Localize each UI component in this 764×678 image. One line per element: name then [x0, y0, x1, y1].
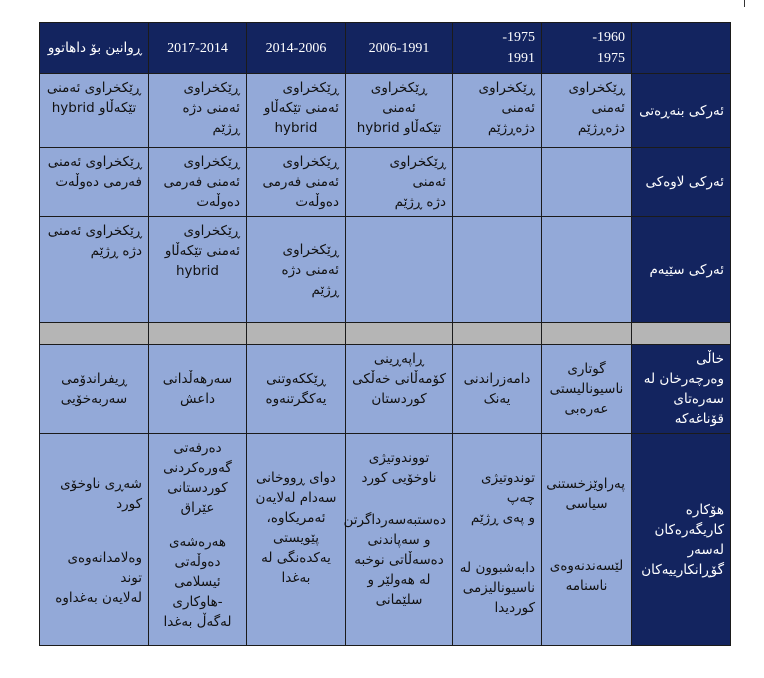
cell-r3-2006-2014	[247, 345, 346, 434]
cell-line: ئەمریکاوە،	[266, 510, 326, 526]
cell-line: عێراق	[180, 500, 215, 516]
cell-r2-1991-2006	[346, 217, 453, 323]
cell-line: یەکگرتنەوە	[265, 391, 327, 407]
cell-line: سەرهەڵدانی	[162, 371, 233, 387]
comparison-table	[39, 22, 731, 646]
header-1960-1975	[542, 23, 632, 74]
separator-cell	[247, 323, 346, 345]
cell-r3-future	[40, 345, 149, 434]
cell-line: hybrid	[176, 263, 219, 279]
cell-line: بەغدا	[281, 570, 311, 586]
cell-line: تێکەڵاو hybrid	[51, 100, 137, 116]
cell-r2-1975-1991	[453, 217, 542, 323]
cell-r3-1975-1991	[453, 345, 542, 434]
cell-r3-1960-1975	[542, 345, 632, 434]
cell-line: تووندوتیژی	[368, 450, 430, 466]
paragraph-gap	[155, 518, 240, 532]
cell-line: ڕێکخراوی	[282, 241, 339, 258]
row-label-turning-point: خاڵی وەرچەرخان لە سەرەتای قۆناغەکە	[632, 345, 731, 434]
cell-line: ئەمنی	[591, 100, 625, 116]
header-corner	[632, 23, 731, 74]
cell-line: عەرەبی	[564, 401, 609, 417]
cell-r2-future	[40, 217, 149, 323]
cell-line: دامەزراندنی	[463, 371, 531, 387]
cell-line: hybrid	[274, 120, 318, 136]
cell-line: توندوتیژی چەپ	[481, 470, 535, 506]
cell-line: و پەی ڕژێم	[470, 510, 535, 526]
cell-line: دژە ڕژێم	[394, 194, 446, 210]
cell-line: ڕاپەڕینی	[373, 351, 425, 367]
paragraph-gap	[352, 488, 446, 510]
cell-line: دابەشبوون لە	[459, 560, 535, 576]
separator-cell	[453, 323, 542, 345]
paragraph-gap	[548, 514, 625, 556]
cell-line: کوردستان	[371, 391, 427, 407]
page-edge-mark	[744, 0, 745, 7]
cell-line: -هاوکاری	[172, 594, 223, 610]
cell-line: دوای ڕووخانی	[256, 470, 336, 486]
cell-line: ڕێکخراوی	[183, 80, 240, 96]
cell-r2-2006-2014	[247, 217, 346, 323]
row-primary-task	[40, 74, 731, 148]
row-turning-point	[40, 345, 731, 434]
cell-line: فەرمی دەوڵەت	[55, 174, 142, 190]
cell-line: ڕێکخراوی	[478, 80, 535, 96]
cell-line: لە هەولێر و	[367, 572, 431, 588]
cell-line: هەرەشەی	[168, 534, 227, 550]
cell-r0-1960-1975	[542, 74, 632, 148]
cell-line: و سەپاندنی	[367, 532, 431, 548]
cell-r3-1991-2006	[346, 345, 453, 434]
cell-r4-2006-2014	[247, 434, 346, 646]
cell-line: یەنک	[483, 391, 511, 407]
cell-line: دەوڵەت	[295, 194, 339, 210]
cell-r4-1975-1991	[453, 434, 542, 646]
cell-r4-1960-1975	[542, 434, 632, 646]
cell-line: ڕێککەوتنی	[266, 371, 326, 387]
header-1975-1991	[453, 23, 542, 74]
cell-line: گەورەکردنی	[163, 460, 232, 476]
cell-r1-1991-2006	[346, 148, 453, 217]
cell-line: تێکەڵاو hybrid	[356, 120, 442, 136]
cell-r0-1991-2006	[346, 74, 453, 148]
cell-r0-2014-2017	[149, 74, 247, 148]
header-row	[40, 23, 731, 74]
cell-line: گوتاری	[567, 361, 606, 377]
cell-line: ئەمنی	[501, 100, 535, 116]
cell-line: شەڕی ناوخۆی	[60, 476, 142, 492]
header-1991-2006: 2006-1991	[346, 23, 453, 74]
cell-line: لەگەڵ بەغدا	[163, 614, 232, 630]
header-future: ڕوانین بۆ داهاتوو	[40, 23, 149, 74]
cell-line: ئەمنی دژە ڕژێم	[182, 100, 240, 136]
cell-r1-2006-2014	[247, 148, 346, 217]
cell-line: دژە ڕژێم	[90, 243, 142, 259]
cell-line: دەوڵەتی	[174, 554, 221, 570]
cell-r1-future	[40, 148, 149, 217]
cell-line: ئیسلامی	[174, 574, 221, 590]
paragraph-gap	[46, 514, 142, 548]
cell-r1-2014-2017	[149, 148, 247, 217]
cell-line: ڕێکخراوی	[183, 223, 240, 239]
separator-cell	[346, 323, 453, 345]
cell-line: دژەڕژێم	[487, 120, 535, 136]
row-secondary-task	[40, 148, 731, 217]
cell-line: ناسنامە	[565, 578, 608, 594]
cell-line: ناسیونالیزمی	[462, 580, 535, 596]
cell-line: ئەمنی تێکەڵاو	[164, 243, 240, 259]
header-1975-1991-line2: 1991	[507, 51, 535, 66]
cell-line: کوردستانی	[167, 480, 228, 496]
cell-line: دەستبەسەرداگرتن	[343, 512, 446, 528]
cell-line: ڕێکخراوی ئەمنی	[370, 80, 428, 116]
row-label-secondary-task: ئەرکی لاوەکی	[632, 148, 731, 217]
cell-line: ئەمنی تێکەڵاو	[263, 100, 339, 116]
cell-line: ڕێکخراوی	[183, 154, 240, 170]
row-influencing-factors	[40, 434, 731, 646]
separator-cell	[149, 323, 247, 345]
cell-line: کورد	[116, 496, 142, 512]
cell-r0-future	[40, 74, 149, 148]
cell-r4-2014-2017	[149, 434, 247, 646]
cell-line: دەسەڵاتی نوخبە	[354, 552, 444, 568]
cell-line: کۆمەڵانی خەڵکی	[352, 371, 446, 387]
cell-line: سەربەخۆیی	[60, 391, 128, 407]
cell-line: ئەمنی دژە ڕژێم	[281, 261, 339, 298]
cell-line: سەدام لەلایەن	[255, 490, 337, 506]
cell-r3-2014-2017	[149, 345, 247, 434]
cell-line: ڕێکخراوی ئەمنی	[46, 80, 142, 96]
cell-line: داعش	[179, 391, 216, 407]
cell-r2-1960-1975	[542, 217, 632, 323]
header-1975-1991-line1: -1975	[502, 30, 535, 45]
cell-r1-1975-1991	[453, 148, 542, 217]
cell-r4-future	[40, 434, 149, 646]
cell-r0-1975-1991	[453, 74, 542, 148]
cell-line: لەلایەن بەغداوە	[55, 590, 142, 606]
header-2006-2014: 2014-2006	[247, 23, 346, 74]
cell-line: دەوڵەت	[196, 194, 240, 210]
cell-line: وەلامدانەوەی توند	[67, 550, 142, 586]
cell-line: ڕێکخراوی	[282, 80, 339, 96]
cell-r4-1991-2006	[343, 434, 453, 646]
cell-line: یەکدەنگی لە	[261, 550, 331, 566]
separator-row	[40, 323, 731, 345]
separator-cell	[542, 323, 632, 345]
cell-line: ڕێکخراوی ئەمنی	[47, 154, 142, 170]
cell-line: سیاسی	[565, 496, 608, 512]
cell-line: ڕێکخراوی	[282, 154, 339, 170]
cell-line: ڕێکخراوی ئەمنی	[47, 223, 142, 239]
cell-line: ڕیفراندۆمی	[61, 371, 127, 387]
cell-r0-2006-2014	[247, 74, 346, 148]
row-label-third-task: ئەرکی سێیەم	[632, 217, 731, 323]
cell-line: ئەمنی فەرمی	[163, 174, 240, 190]
cell-r2-2014-2017	[149, 217, 247, 323]
cell-line: سلێمانی	[375, 592, 423, 608]
cell-line: دەرفەتی	[173, 440, 222, 456]
cell-line: پەراوێزخستنی	[546, 476, 625, 492]
row-third-task	[40, 217, 731, 323]
row-label-influencing-factors: هۆکارە کاریگەرەکان لەسەر گۆڕانکارییەکان	[632, 434, 731, 646]
cell-line: دژەڕژێم	[577, 120, 625, 136]
cell-line: ناسیونالیستی	[549, 381, 624, 397]
cell-line: پێویستی	[273, 530, 319, 546]
paragraph-gap	[459, 528, 535, 558]
header-2014-2017: 2017-2014	[149, 23, 247, 74]
cell-line: ناوخۆیی کورد	[361, 470, 437, 486]
header-1960-1975-line2: 1975	[597, 51, 625, 66]
cell-line: لێسەندنەوەی	[549, 558, 624, 574]
row-label-primary-task: ئەرکی بنەڕەتی	[632, 74, 731, 148]
separator-cell	[40, 323, 149, 345]
cell-line: ڕێکخراوی ئەمنی	[389, 154, 446, 190]
cell-line: کوردیدا	[494, 600, 535, 616]
cell-r1-1960-1975	[542, 148, 632, 217]
header-1960-1975-line1: -1960	[592, 30, 625, 45]
cell-line: ئەمنی فەرمی	[262, 174, 339, 190]
separator-cell	[632, 323, 731, 345]
cell-line: ڕێکخراوی	[568, 80, 625, 96]
